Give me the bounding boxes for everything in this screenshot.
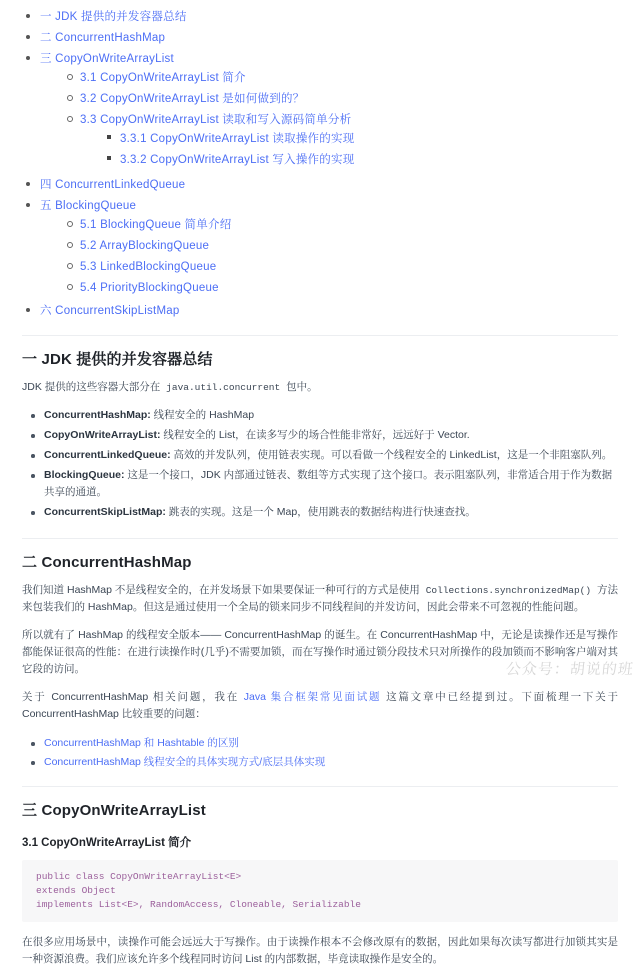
toc-link[interactable]: 五 BlockingQueue — [40, 200, 137, 212]
toc-link[interactable]: 三 CopyOnWriteArrayList — [40, 53, 174, 65]
code-line: implements List<E>, RandomAccess, Cloneable, Serializable — [36, 899, 361, 910]
toc-link[interactable]: 二 ConcurrentHashMap — [40, 32, 166, 44]
subsection-heading-3-1: 3.1 CopyOnWriteArrayList 简介 — [22, 837, 192, 849]
toc-link[interactable]: 3.2 CopyOnWriteArrayList 是如何做到的？ — [80, 93, 305, 105]
toc-link[interactable]: 3.3.2 CopyOnWriteArrayList 写入操作的实现 — [120, 154, 355, 166]
toc-level1-list — [22, 6, 618, 321]
container-name: ConcurrentHashMap: — [44, 409, 151, 421]
list-item[interactable] — [44, 734, 618, 753]
toc-item[interactable] — [22, 300, 618, 321]
toc-link[interactable]: 四 ConcurrentLinkedQueue — [40, 179, 186, 191]
container-name: ConcurrentLinkedQueue: — [44, 449, 171, 461]
para-text: 我们知道 HashMap 不是线程安全的，在并发场景下如果要保证一种可行的方式是使用 — [22, 584, 423, 596]
toc-item[interactable] — [65, 256, 618, 277]
toc-item[interactable] — [65, 67, 618, 88]
section2-paragraph-1 — [22, 582, 618, 616]
section2-paragraph-3 — [22, 689, 618, 723]
toc-link[interactable]: 3.1 CopyOnWriteArrayList 简介 — [80, 72, 246, 84]
concurrent-containers-list — [22, 407, 618, 524]
question-link[interactable]: ConcurrentHashMap 线程安全的具体实现方式/底层具体实现 — [44, 756, 326, 768]
watermark: 公众号：胡说的班 — [504, 661, 635, 678]
list-item[interactable] — [44, 753, 618, 772]
toc-link[interactable]: 5.2 ArrayBlockingQueue — [80, 240, 210, 252]
list-item — [44, 504, 618, 524]
toc-link[interactable]: 5.1 BlockingQueue 简单介绍 — [80, 219, 232, 231]
container-desc: 线程安全的 HashMap — [150, 409, 255, 421]
para-text: 关于 ConcurrentHashMap 相关问题，我在 — [22, 691, 244, 703]
toc-level3-list — [80, 128, 618, 170]
question-link[interactable]: ConcurrentHashMap 和 Hashtable 的区别 — [44, 737, 239, 749]
toc-link[interactable]: 一 JDK 提供的并发容器总结 — [40, 11, 187, 23]
inline-link-java-collections[interactable]: Java 集合框架常见面试题 — [243, 691, 382, 703]
toc-item[interactable] — [22, 27, 618, 48]
container-desc: 高效的并发队列，使用链表实现。可以看做一个线程安全的 LinkedList，这是一个非阻塞队列。 — [170, 449, 613, 461]
toc-link[interactable]: 3.3.1 CopyOnWriteArrayList 读取操作的实现 — [120, 133, 355, 145]
para-text: 方法来包装我们的 HashMap。但这是通过使用一个全局的锁来同步不同线程间的并发访问，因此会带来不可忽视的性能问题。 — [22, 584, 618, 613]
toc-item[interactable] — [65, 109, 618, 172]
chm-question-links — [22, 734, 618, 772]
section-heading-3: 三 CopyOnWriteArrayList — [22, 786, 618, 820]
para-text: 这篇文章中已经提到过。下面梳理一下关于 ConcurrentHashMap 比较重要的问题： — [22, 691, 618, 720]
list-item — [44, 467, 618, 504]
container-desc: 这是一个接口，JDK 内部通过链表、数组等方式实现了这个接口。表示阻塞队列，非常适合用于作为数据共享的通道。 — [44, 469, 613, 498]
list-item — [44, 427, 618, 447]
toc-link[interactable]: 5.3 LinkedBlockingQueue — [80, 261, 217, 273]
section2-paragraph-2: 所以就有了 HashMap 的线程安全版本—— ConcurrentHashMap 的诞生。在 ConcurrentHashMap 中，无论是读操作还是写操作都能保证很高的性能：在进行读操作时(几乎)不需要加锁，而在写操作时通过锁分段技术只对所操作的段加锁而不影响客户端对其它段的访问。 — [22, 629, 618, 675]
table-of-contents — [22, 0, 618, 321]
list-item — [44, 407, 618, 427]
code-line: extends Object — [36, 885, 116, 896]
intro-text-after: 包中。 — [283, 381, 318, 393]
toc-link[interactable]: 5.4 PriorityBlockingQueue — [80, 282, 219, 294]
toc-item[interactable] — [22, 48, 618, 174]
inline-code-method: Collections.synchronizedMap() — [425, 585, 592, 596]
toc-item[interactable] — [65, 88, 618, 109]
container-desc: 线程安全的 List，在读多写少的场合性能非常好，远远好于 Vector. — [160, 429, 470, 441]
toc-link[interactable]: 六 ConcurrentSkipListMap — [40, 305, 180, 317]
toc-level2-list — [40, 214, 618, 298]
code-line: public class CopyOnWriteArrayList<E> — [36, 871, 242, 882]
toc-item[interactable] — [65, 214, 618, 235]
toc-link[interactable]: 3.3 CopyOnWriteArrayList 读取和写入源码简单分析 — [80, 114, 352, 126]
code-block-copyonwritearraylist — [22, 860, 618, 922]
container-name: CopyOnWriteArrayList: — [44, 429, 161, 441]
container-name: BlockingQueue: — [44, 469, 125, 481]
toc-item[interactable] — [22, 174, 618, 195]
toc-item[interactable] — [65, 277, 618, 298]
toc-item[interactable] — [65, 235, 618, 256]
container-desc: 跳表的实现。这是一个 Map，使用跳表的数据结构进行快速查找。 — [165, 506, 476, 518]
section-heading-1: 一 JDK 提供的并发容器总结 — [22, 335, 618, 369]
toc-level2-list — [40, 67, 618, 172]
section1-intro — [22, 379, 618, 396]
toc-item[interactable] — [105, 128, 618, 149]
container-name: ConcurrentSkipListMap: — [44, 506, 166, 518]
toc-item[interactable] — [105, 149, 618, 170]
section3-paragraph-1: 在很多应用场景中，读操作可能会远远大于写操作。由于读操作根本不会修改原有的数据，因此如果每次读写都进行加锁其实是一种资源浪费。我们应该允许多个线程同时访问 List 的内部数据，毕竟读取操作是安全的。 — [22, 936, 618, 965]
list-item — [44, 447, 618, 467]
toc-item[interactable] — [22, 195, 618, 300]
inline-code-package: java.util.concurrent — [166, 382, 281, 393]
toc-item[interactable] — [22, 6, 618, 27]
section-heading-2: 二 ConcurrentHashMap — [22, 538, 618, 572]
intro-text-before: JDK 提供的这些容器大部分在 — [22, 381, 164, 393]
